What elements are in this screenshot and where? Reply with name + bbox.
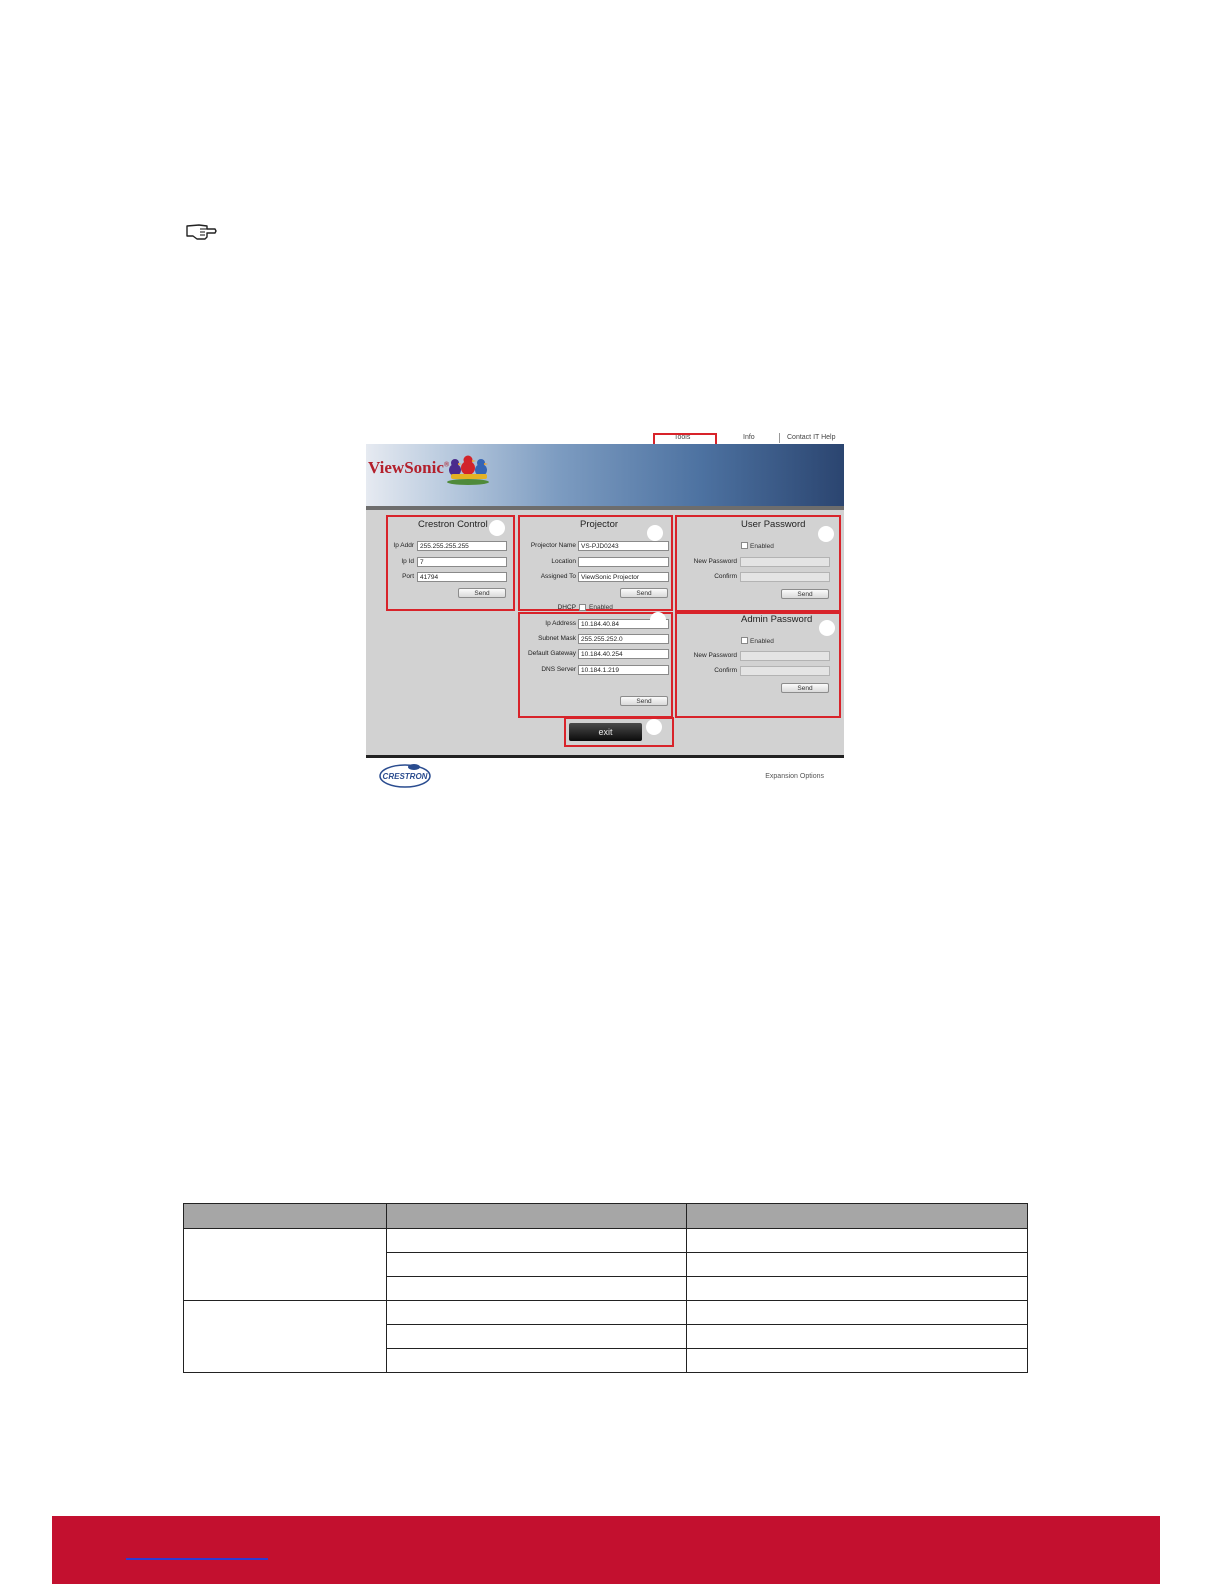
- callout-marker: [650, 612, 666, 628]
- top-nav: [366, 432, 844, 444]
- table-header-cell: [687, 1204, 1028, 1229]
- projector-title: Projector: [580, 519, 619, 530]
- ip-id-input[interactable]: 7: [417, 557, 507, 567]
- dns-server-input[interactable]: 10.184.1.219: [578, 665, 669, 675]
- crestron-logo: [378, 763, 432, 789]
- user-password-title: User Password: [741, 519, 806, 530]
- subnet-mask-input[interactable]: 255.255.252.0: [578, 634, 669, 644]
- assigned-to-label: Assigned To: [540, 573, 576, 580]
- table-cell: [387, 1253, 687, 1277]
- table-header-cell: [387, 1204, 687, 1229]
- location-label: Location: [551, 558, 576, 565]
- expansion-options-link[interactable]: Expansion Options: [765, 773, 824, 780]
- table-cell: [387, 1349, 687, 1373]
- dhcp-enabled-label: Enabled: [589, 604, 613, 611]
- dns-server-label: DNS Server: [541, 666, 576, 673]
- user-password-enabled-label: Enabled: [750, 543, 774, 550]
- table-group-cell: [184, 1301, 387, 1373]
- table-group-cell: [184, 1229, 387, 1301]
- note-hand-icon: [185, 218, 217, 240]
- port-input[interactable]: 41794: [417, 572, 507, 582]
- table-cell: [687, 1325, 1028, 1349]
- callout-marker: [819, 620, 835, 636]
- callout-marker: [647, 525, 663, 541]
- nav-contact-it-help[interactable]: Contact IT Help: [787, 434, 836, 441]
- crestron-control-title: Crestron Control: [418, 519, 488, 530]
- nav-divider: [779, 433, 780, 443]
- settings-area: [366, 510, 844, 755]
- nav-tools[interactable]: Tools: [674, 434, 691, 441]
- table-cell: [687, 1229, 1028, 1253]
- dhcp-label: DHCP: [557, 604, 576, 611]
- data-table: [183, 1203, 1028, 1373]
- subnet-mask-label: Subnet Mask: [538, 635, 576, 642]
- callout-marker: [646, 719, 662, 735]
- network-send-button[interactable]: Send: [620, 696, 668, 706]
- assigned-to-input[interactable]: ViewSonic Projector: [578, 572, 669, 582]
- footer-link-underline[interactable]: [126, 1558, 268, 1560]
- ip-addr-label: Ip Addr: [393, 542, 414, 549]
- table-cell: [387, 1229, 687, 1253]
- dhcp-checkbox[interactable]: [579, 604, 586, 611]
- ip-addr-input[interactable]: 255.255.255.255: [417, 541, 507, 551]
- user-new-password-label: New Password: [693, 558, 737, 565]
- callout-marker: [818, 526, 834, 542]
- default-gateway-input[interactable]: 10.184.40.254: [578, 649, 669, 659]
- crestron-web-ui-screenshot: [366, 432, 844, 792]
- callout-marker: [489, 520, 505, 536]
- admin-new-password-label: New Password: [693, 652, 737, 659]
- crestron-logo-text: CRESTRON: [382, 772, 428, 781]
- admin-password-send-button[interactable]: Send: [781, 683, 829, 693]
- table-row: [184, 1229, 1028, 1253]
- table-cell: [687, 1301, 1028, 1325]
- viewsonic-birds-icon: [446, 450, 490, 486]
- table-cell: [687, 1277, 1028, 1301]
- user-password-send-button[interactable]: Send: [781, 589, 829, 599]
- admin-password-enabled-label: Enabled: [750, 638, 774, 645]
- admin-password-title: Admin Password: [741, 614, 813, 625]
- table-header-row: [184, 1204, 1028, 1229]
- table-cell: [687, 1253, 1028, 1277]
- table-cell: [687, 1349, 1028, 1373]
- table-cell: [387, 1277, 687, 1301]
- port-label: Port: [402, 573, 414, 580]
- ip-address-input[interactable]: 10.184.40.84: [578, 619, 669, 629]
- table-row: [184, 1301, 1028, 1325]
- viewsonic-logo: ViewSonic®: [368, 458, 450, 477]
- ip-address-label: Ip Address: [545, 620, 576, 627]
- table-cell: [387, 1325, 687, 1349]
- nav-info[interactable]: Info: [743, 434, 755, 441]
- table-cell: [387, 1301, 687, 1325]
- projector-name-input[interactable]: VS-PJD0243: [578, 541, 669, 551]
- highlight-network: [518, 612, 673, 718]
- ip-id-label: Ip Id: [401, 558, 414, 565]
- page-footer-bar: [52, 1516, 1160, 1584]
- exit-button[interactable]: exit: [569, 723, 642, 741]
- projector-name-label: Projector Name: [530, 542, 576, 549]
- highlight-admin-password: [675, 612, 841, 718]
- projector-send-button[interactable]: Send: [620, 588, 668, 598]
- crestron-send-button[interactable]: Send: [458, 588, 506, 598]
- default-gateway-label: Default Gateway: [527, 650, 576, 657]
- user-confirm-label: Confirm: [714, 573, 737, 580]
- table-header-cell: [184, 1204, 387, 1229]
- highlight-user-password: [675, 515, 841, 612]
- admin-confirm-label: Confirm: [714, 667, 737, 674]
